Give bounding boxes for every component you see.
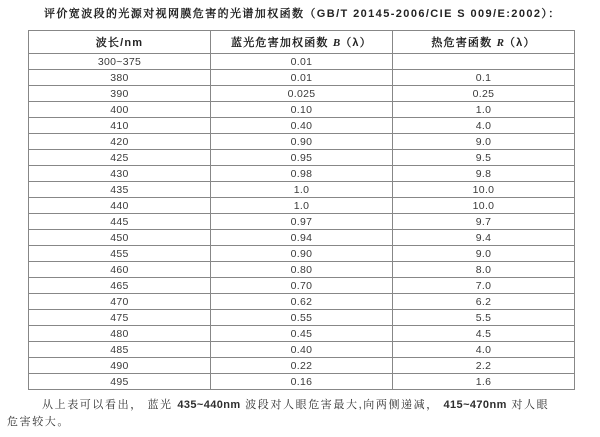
table-row — [29, 150, 575, 166]
table-body — [29, 54, 575, 390]
table-row — [29, 326, 575, 342]
table-cell: 0.01 — [211, 70, 393, 86]
table-cell: 0.10 — [211, 102, 393, 118]
table-row — [29, 134, 575, 150]
table-cell: 9.4 — [393, 230, 575, 246]
table-row — [29, 310, 575, 326]
table-row — [29, 358, 575, 374]
table-cell: 380 — [29, 70, 211, 86]
table-cell: 10.0 — [393, 182, 575, 198]
table-cell: 7.0 — [393, 278, 575, 294]
table-cell: 10.0 — [393, 198, 575, 214]
footer-highlight-range: 435~440nm — [177, 399, 241, 411]
table-cell — [393, 54, 575, 70]
document-title: 评价宽波段的光源对视网膜危害的光谱加权函数（GB/T 20145-2006/CIE S 009/E:2002）： — [44, 8, 561, 20]
table-cell: 465 — [29, 278, 211, 294]
table-header-row — [29, 31, 575, 54]
table-cell: 0.55 — [211, 310, 393, 326]
table-cell: 440 — [29, 198, 211, 214]
table-cell: 0.01 — [211, 54, 393, 70]
table-cell: 0.80 — [211, 262, 393, 278]
table-row — [29, 198, 575, 214]
footer-note-line2: 危害较大。 — [7, 416, 70, 428]
footer-text-segment: 对人眼 — [506, 399, 550, 411]
table-cell: 0.45 — [211, 326, 393, 342]
table-cell: 470 — [29, 294, 211, 310]
table-cell: 300~375 — [29, 54, 211, 70]
table-cell: 2.2 — [393, 358, 575, 374]
table-cell: 6.2 — [393, 294, 575, 310]
table-cell: 9.7 — [393, 214, 575, 230]
table-row — [29, 278, 575, 294]
table-cell: 9.0 — [393, 246, 575, 262]
table-cell: 0.1 — [393, 70, 575, 86]
document-page — [0, 5, 600, 437]
table-row — [29, 230, 575, 246]
table-cell: 485 — [29, 342, 211, 358]
table-cell: 0.62 — [211, 294, 393, 310]
table-row — [29, 342, 575, 358]
table-row — [29, 246, 575, 262]
column-header: 热危害函数 R（λ） — [393, 31, 575, 54]
table-cell: 9.5 — [393, 150, 575, 166]
table-row — [29, 54, 575, 70]
table-row — [29, 166, 575, 182]
column-header: 蓝光危害加权函数 B（λ） — [211, 31, 393, 54]
table-cell: 0.97 — [211, 214, 393, 230]
footer-note — [7, 397, 595, 431]
table-cell: 390 — [29, 86, 211, 102]
table-cell: 0.70 — [211, 278, 393, 294]
table-cell: 4.0 — [393, 342, 575, 358]
table-cell: 0.40 — [211, 342, 393, 358]
table-cell: 0.90 — [211, 246, 393, 262]
table-cell: 0.22 — [211, 358, 393, 374]
table-head — [29, 31, 575, 54]
table-cell: 0.16 — [211, 374, 393, 390]
table-row — [29, 182, 575, 198]
table-cell: 445 — [29, 214, 211, 230]
footer-text-segment: 波段对人眼危害最大,向两侧递减， — [240, 399, 444, 411]
table-cell: 420 — [29, 134, 211, 150]
table-cell: 9.8 — [393, 166, 575, 182]
table-row — [29, 374, 575, 390]
table-cell: 425 — [29, 150, 211, 166]
table-cell: 4.5 — [393, 326, 575, 342]
table-cell: 490 — [29, 358, 211, 374]
table-cell: 0.25 — [393, 86, 575, 102]
table-cell: 1.0 — [211, 182, 393, 198]
table-row — [29, 102, 575, 118]
table-cell: 460 — [29, 262, 211, 278]
table-cell: 1.6 — [393, 374, 575, 390]
table-row — [29, 294, 575, 310]
table-cell: 5.5 — [393, 310, 575, 326]
table-cell: 0.025 — [211, 86, 393, 102]
table-cell: 0.90 — [211, 134, 393, 150]
spectral-weighting-table — [28, 30, 575, 390]
table-cell: 0.95 — [211, 150, 393, 166]
table-cell: 450 — [29, 230, 211, 246]
table-cell: 0.40 — [211, 118, 393, 134]
table-row — [29, 70, 575, 86]
table-cell: 8.0 — [393, 262, 575, 278]
table-cell: 1.0 — [393, 102, 575, 118]
table-cell: 435 — [29, 182, 211, 198]
table-cell: 430 — [29, 166, 211, 182]
footer-highlight-range: 415~470nm — [443, 399, 507, 411]
footer-text-segment: 从上表可以看出， 蓝光 — [42, 399, 178, 411]
table-row — [29, 214, 575, 230]
table-row — [29, 118, 575, 134]
footer-note-line1 — [7, 397, 595, 414]
table-cell: 455 — [29, 246, 211, 262]
table-cell: 1.0 — [211, 198, 393, 214]
table-cell: 4.0 — [393, 118, 575, 134]
table-cell: 480 — [29, 326, 211, 342]
column-header: 波长/nm — [29, 31, 211, 54]
table-cell: 475 — [29, 310, 211, 326]
table-cell: 0.98 — [211, 166, 393, 182]
table-cell: 0.94 — [211, 230, 393, 246]
table-cell: 495 — [29, 374, 211, 390]
table-cell: 400 — [29, 102, 211, 118]
table-row — [29, 86, 575, 102]
table-cell: 9.0 — [393, 134, 575, 150]
table-row — [29, 262, 575, 278]
table-cell: 410 — [29, 118, 211, 134]
